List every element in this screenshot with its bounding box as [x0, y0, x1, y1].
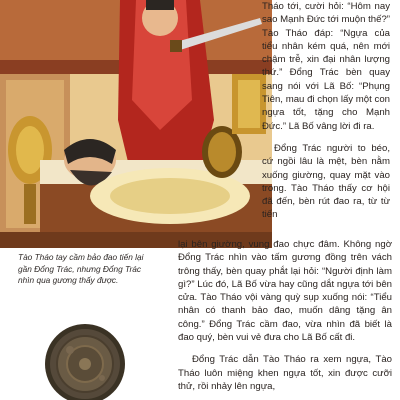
body-paragraph: Đổng Trác dẫn Tào Tháo ra xem ngựa, Tào Tháo luôn miệng khen ngựa tốt, xin được cưỡi thử, rồi nhảy lên ngựa, — [178, 354, 392, 392]
bronze-mirror-photo — [42, 320, 128, 400]
story-illustration — [0, 0, 272, 248]
body-paragraph: Đổng Trác người to béo, cứ ngồi lâu là mệt, bèn nằm xuống giường, quay mặt vào trong. Tào Tháo thấy cơ hội đã đến, bèn rút đao ra, từ từ tiến — [262, 142, 390, 221]
body-paragraph: lại bên giường, vung đao chực đâm. Không ngờ Đổng Trác nhìn vào tấm gương đồng trên vách trông thấy, bèn quay phắt lại hỏi: “Người định làm gì?” Lúc đó, Lã Bố vừa hay cũng dắt ngựa tới bên cửa. Tào Tháo vội vàng quỳ sụp xuống nói: “Tiểu nhân có thanh bảo đao, muốn dâng tặng ân công.” Đổng Trác cầm đao, vừa nhìn đã biết là đao quý, bèn vui vẻ đưa cho Lã Bố cất đi. — [178, 239, 392, 344]
illustration-art — [0, 0, 272, 248]
body-paragraph: Tháo tới, cười hỏi: “Hôm nay sao Mạnh Đức tới muộn thế?” Tào Tháo đáp: “Ngựa của tiểu nhân kém quá, nên mới chậm trễ, xin đại nhân lượng thứ.” Đổng Trác bèn quay sang nói với Lã Bố: “Phụng Tiên, mau đi chọn lấy một con ngựa tốt, tặng cho Mạnh Đức.” Lã Bố vâng lời đi ra. — [262, 1, 390, 132]
image-caption — [18, 252, 150, 287]
body-text-wide — [178, 238, 392, 393]
body-text-column — [262, 0, 390, 222]
caption-text: Tào Tháo tay cầm bảo đao tiến lại gần Đổng Trác, nhưng Đổng Trác nhìn qua gương thấy được. — [18, 252, 144, 286]
mirror-art — [42, 320, 128, 400]
